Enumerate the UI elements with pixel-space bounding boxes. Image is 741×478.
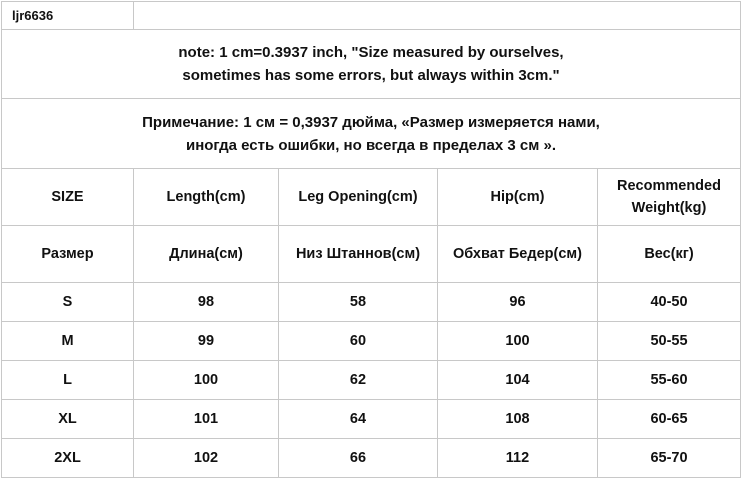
cell-size: L	[2, 361, 134, 400]
header-ru-row	[2, 226, 741, 283]
cell-length: 102	[134, 439, 279, 478]
table-row	[2, 439, 741, 478]
cell-weight: 60-65	[598, 400, 741, 439]
cell-hip: 112	[438, 439, 598, 478]
header-hip: Hip(cm)	[438, 169, 598, 226]
cell-size: S	[2, 283, 134, 322]
cell-hip: 100	[438, 322, 598, 361]
size-chart-table	[1, 1, 741, 478]
header-length: Length(cm)	[134, 169, 279, 226]
cell-size: 2XL	[2, 439, 134, 478]
cell-weight: 40-50	[598, 283, 741, 322]
header-size: SIZE	[2, 169, 134, 226]
cell-length: 99	[134, 322, 279, 361]
cell-leg-opening: 58	[279, 283, 438, 322]
header-en-row	[2, 169, 741, 226]
cell-hip: 108	[438, 400, 598, 439]
cell-leg-opening: 64	[279, 400, 438, 439]
cell-size: M	[2, 322, 134, 361]
product-code-row	[2, 2, 741, 30]
note-en	[2, 30, 741, 99]
note-en-line-2: sometimes has some errors, but always within 3cm."	[182, 67, 560, 84]
table-row	[2, 283, 741, 322]
cell-weight: 65-70	[598, 439, 741, 478]
note-ru-line-1: Примечание: 1 см = 0,3937 дюйма, «Размер измеряется нами,	[142, 113, 600, 131]
size-chart-sheet	[0, 1, 741, 477]
product-code: ljr6636	[2, 2, 134, 30]
cell-length: 100	[134, 361, 279, 400]
header-ru-length: Длина(см)	[134, 226, 279, 283]
note-ru	[2, 99, 741, 169]
header-ru-hip: Обхват Бедер(см)	[438, 226, 598, 283]
note-en-line-1: note: 1 cm=0.3937 inch, "Size measured by ourselves,	[178, 44, 564, 61]
header-ru-size: Размер	[2, 226, 134, 283]
cell-hip: 96	[438, 283, 598, 322]
cell-leg-opening: 66	[279, 439, 438, 478]
header-weight-line-1: Recommended	[617, 178, 721, 194]
product-code-blank	[134, 2, 741, 30]
note-ru-row	[2, 99, 741, 169]
cell-weight: 50-55	[598, 322, 741, 361]
note-en-row	[2, 30, 741, 99]
header-weight	[598, 169, 741, 226]
cell-leg-opening: 62	[279, 361, 438, 400]
cell-weight: 55-60	[598, 361, 741, 400]
note-ru-line-2: иногда есть ошибки, но всегда в пределах 3 см ».	[185, 136, 557, 154]
header-ru-weight: Вес(кг)	[598, 226, 741, 283]
table-row	[2, 400, 741, 439]
header-leg-opening: Leg Opening(cm)	[279, 169, 438, 226]
cell-length: 101	[134, 400, 279, 439]
table-row	[2, 322, 741, 361]
header-ru-leg-opening: Низ Штаннов(см)	[279, 226, 438, 283]
header-weight-line-2: Weight(kg)	[631, 200, 707, 216]
table-row	[2, 361, 741, 400]
cell-length: 98	[134, 283, 279, 322]
cell-leg-opening: 60	[279, 322, 438, 361]
cell-size: XL	[2, 400, 134, 439]
cell-hip: 104	[438, 361, 598, 400]
